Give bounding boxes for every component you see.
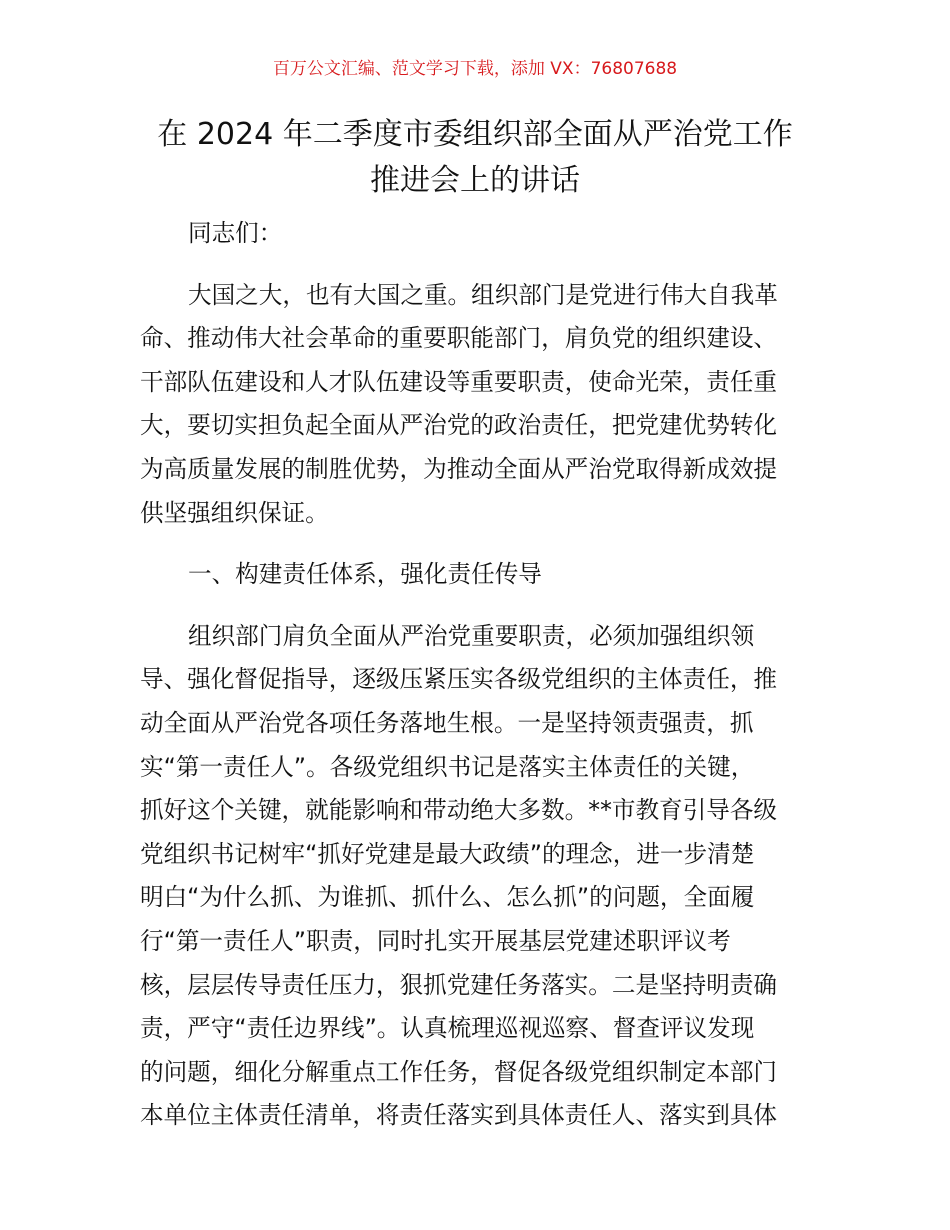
- paragraph-line: 本单位主体责任清单，将责任落实到具体责任人、落实到具体: [140, 1101, 778, 1130]
- paragraph-line: 组织部门肩负全面从严治党重要职责，必须加强组织领: [188, 621, 755, 650]
- paragraph-2: [140, 615, 812, 1138]
- paragraph-line: 命、推动伟大社会革命的重要职能部门，肩负党的组织建设、: [140, 324, 778, 353]
- paragraph-line: 的问题，细化分解重点工作任务，督促各级党组织制定本部门: [140, 1057, 778, 1086]
- paragraph-line: 党组织书记树牢“抓好党建是最大政绩”的理念，进一步清楚: [140, 839, 755, 868]
- title-line-2: 推进会上的讲话: [370, 163, 580, 198]
- paragraph-line: 大，要切实担负起全面从严治党的政治责任，把党建优势转化: [140, 411, 778, 440]
- document-title: [110, 112, 840, 204]
- paragraph-line: 动全面从严治党各项任务落地生根。一是坚持领责强责，抓: [140, 708, 754, 737]
- title-line-1: 在 2024 年二季度市委组织部全面从严治党工作: [157, 117, 793, 152]
- document-body: [140, 212, 812, 1138]
- paragraph-line: 核，层层传导责任压力，狠抓党建任务落实。二是坚持明责确: [140, 970, 778, 999]
- paragraph-line: 抓好这个关键，就能影响和带动绝大多数。**市教育引导各级: [140, 796, 778, 825]
- paragraph-line: 为高质量发展的制胜优势，为推动全面从严治党取得新成效提: [140, 454, 778, 483]
- promo-header: 百万公文汇编、范文学习下载，添加 VX：76807688: [272, 59, 678, 79]
- paragraph-line: 大国之大，也有大国之重。组织部门是党进行伟大自我革: [188, 280, 778, 309]
- section-heading-1: 一、构建责任体系，强化责任传导: [188, 560, 542, 589]
- paragraph-1: [140, 274, 812, 536]
- paragraph-line: 供坚强组织保证。: [140, 498, 329, 527]
- paragraph-line: 实“第一责任人”。各级党组织书记是落实主体责任的关键，: [140, 752, 755, 781]
- greeting: 同志们：: [188, 219, 283, 247]
- paragraph-line: 干部队伍建设和人才队伍建设等重要职责，使命光荣，责任重: [140, 367, 778, 396]
- paragraph-line: 行“第一责任人”职责，同时扎实开展基层党建述职评议考: [140, 926, 731, 955]
- paragraph-line: 责，严守“责任边界线”。认真梳理巡视巡察、督查评议发现: [140, 1014, 755, 1043]
- paragraph-line: 明白“为什么抓、为谁抓、抓什么、怎么抓”的问题，全面履: [140, 883, 755, 912]
- paragraph-line: 导、强化督促指导，逐级压紧压实各级党组织的主体责任，推: [140, 665, 778, 694]
